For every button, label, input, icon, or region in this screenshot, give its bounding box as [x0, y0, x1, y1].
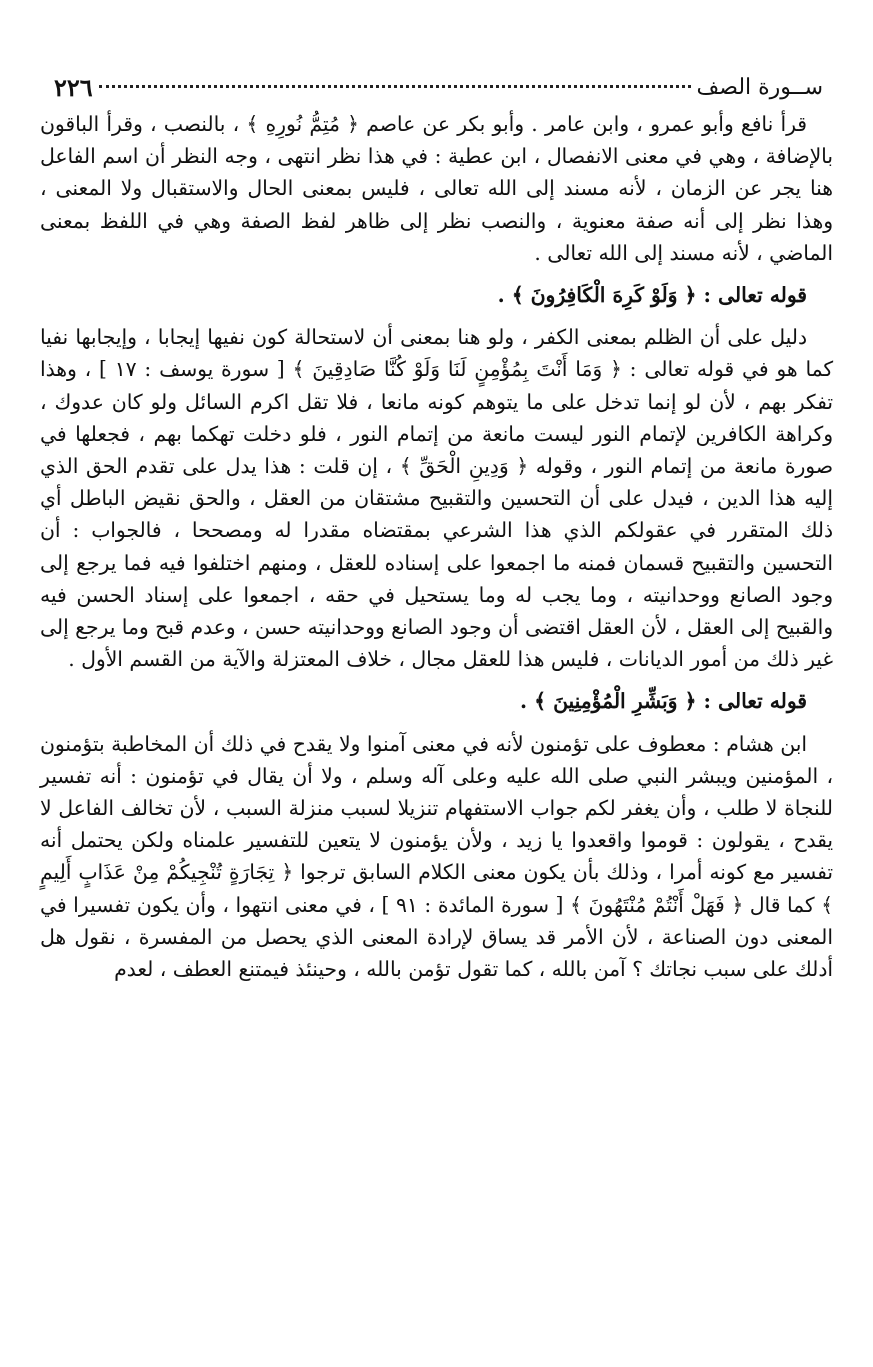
verse-heading-mumineen: قوله تعالى : ﴿ وَبَشِّرِ الْمُؤْمِنِينَ ﴾ . — [520, 689, 807, 714]
paragraph-zulm-kufr: دليل على أن الظلم بمعنى الكفر ، ولو هنا بمعنى أن لاستحالة كون نفيها إيجابا ، وإيجابها نفيا كما هو في قوله تعالى : ﴿ وَمَا أَنْتَ بِمُؤْمِنٍ لَنَا وَلَوْ كُنَّا صَادِقِينَ ﴾ [ سورة يوسف : ١٧ ] ، وهذا تفكر بهم ، لأن لو إنما تدخل على ما يتوهم كونه مانعا ، فلا تقل اكرم السائل ولو كان عدوك ، وكراهة الكافرين لإتمام النور ليست مانعة من إتمام النور ، فلو دخلت تهكما بهم ، فجعلها في صورة مانعة من إتمام النور ، وقوله ﴿ وَدِينِ الْحَقِّ ﴾ ، إن قلت : هذا يدل على تقدم الحق الذي إليه هذا الدين ، فيدل على أن التحسين والتقبيح مشتقان من العقل ، والحق نقيض الباطل أي ذلك المتقرر في عقولكم الذي هذا الشرعي بمقتضاه مقدرا له ومصححا ، فالجواب : أن التحسين والتقبيح قسمان فمنه ما اجمعوا على إسناده للعقل ، ومنهم اختلفوا فيه فما يرجع إلى وجود الصانع ووحدانيته ، وما يجب له وما يستحيل في حقه ، اجمعوا على إسناد الحسن فيه والقبيح إلى العقل ، لأن العقل اقتضى أن وجود الصانع ووحدانيته حسن ، وعدم قبح وما يرجع إلى غير ذلك من أمور الديانات ، فليس هذا للعقل مجال ، خلاف المعتزلة والآية من القسم الأول . — [40, 325, 833, 672]
page-body — [40, 108, 833, 985]
paragraph-ibn-hisham: ابن هشام : معطوف على تؤمنون لأنه في معنى آمنوا ولا يقدح في ذلك أن المخاطبة بتؤمنون ، المؤمنين ويبشر النبي صلى الله عليه وعلى آله وسلم ، ولا أن يقال في تؤمنون : أنه تفسير للنجاة لا طلب ، وأن يغفر لكم جواب الاستفهام تنزيلا لسبب منزلة السبب ، لأن تخالف الفاعل لا يقدح ، يقولون : قوموا واقعدوا يا زيد ، ولأن يؤمنون لا يتعين للتفسير علمناه ولكن يحتمل أنه تفسير مع كونه أمرا ، وذلك بأن يكون معنى الكلام السابق ترجوا ﴿ تِجَارَةٍ تُنْجِيكُمْ مِنْ عَذَابٍ أَلِيمٍ ﴾ كما قال ﴿ فَهَلْ أَنْتُمْ مُنْتَهُونَ ﴾ [ سورة المائدة : ٩١ ] ، في معنى انتهوا ، وأن يكون تفسيرا في المعنى دون الصناعة ، لأن الأمر قد يساق لإرادة المعنى الذي يحصل من المفسرة ، نقول هل أدلك على سبب نجاتك ؟ آمن بالله ، كما تقول تؤمن بالله ، وحينئذ فيمتنع العطف ، لعدم — [40, 731, 834, 982]
page-number: ٢٢٦ — [54, 72, 93, 102]
paragraph-nafi-reading: قرأ نافع وأبو عمرو ، وابن عامر . وأبو بكر عن عاصم ﴿ مُتِمُّ نُورِهِ ﴾ ، بالنصب ، وقرأ الباقون بالإضافة ، وهي في معنى الانفصال ، ابن عطية : في هذا نظر انتهى ، وجه النظر أن اسم الفاعل هنا يجر عن الزمان ، لأنه مسند إلى الله تعالى ، فليس بمعنى الحال والاستقبال ولا المعنى ، وهذا نظر إلى أنه صفة معنوية ، والنصب نظر إلى ظاهر لفظ الصفة وهي في اللفظ بمعنى الماضي ، لأنه مسند إلى الله تعالى . — [40, 112, 833, 265]
verse-heading-kafirun: قوله تعالى : ﴿ وَلَوْ كَرِهَ الْكَافِرُونَ ﴾ . — [497, 283, 807, 308]
surah-title: ســورة الصف — [696, 74, 823, 100]
header-dotted-rule — [99, 85, 691, 90]
page-header — [40, 70, 833, 104]
